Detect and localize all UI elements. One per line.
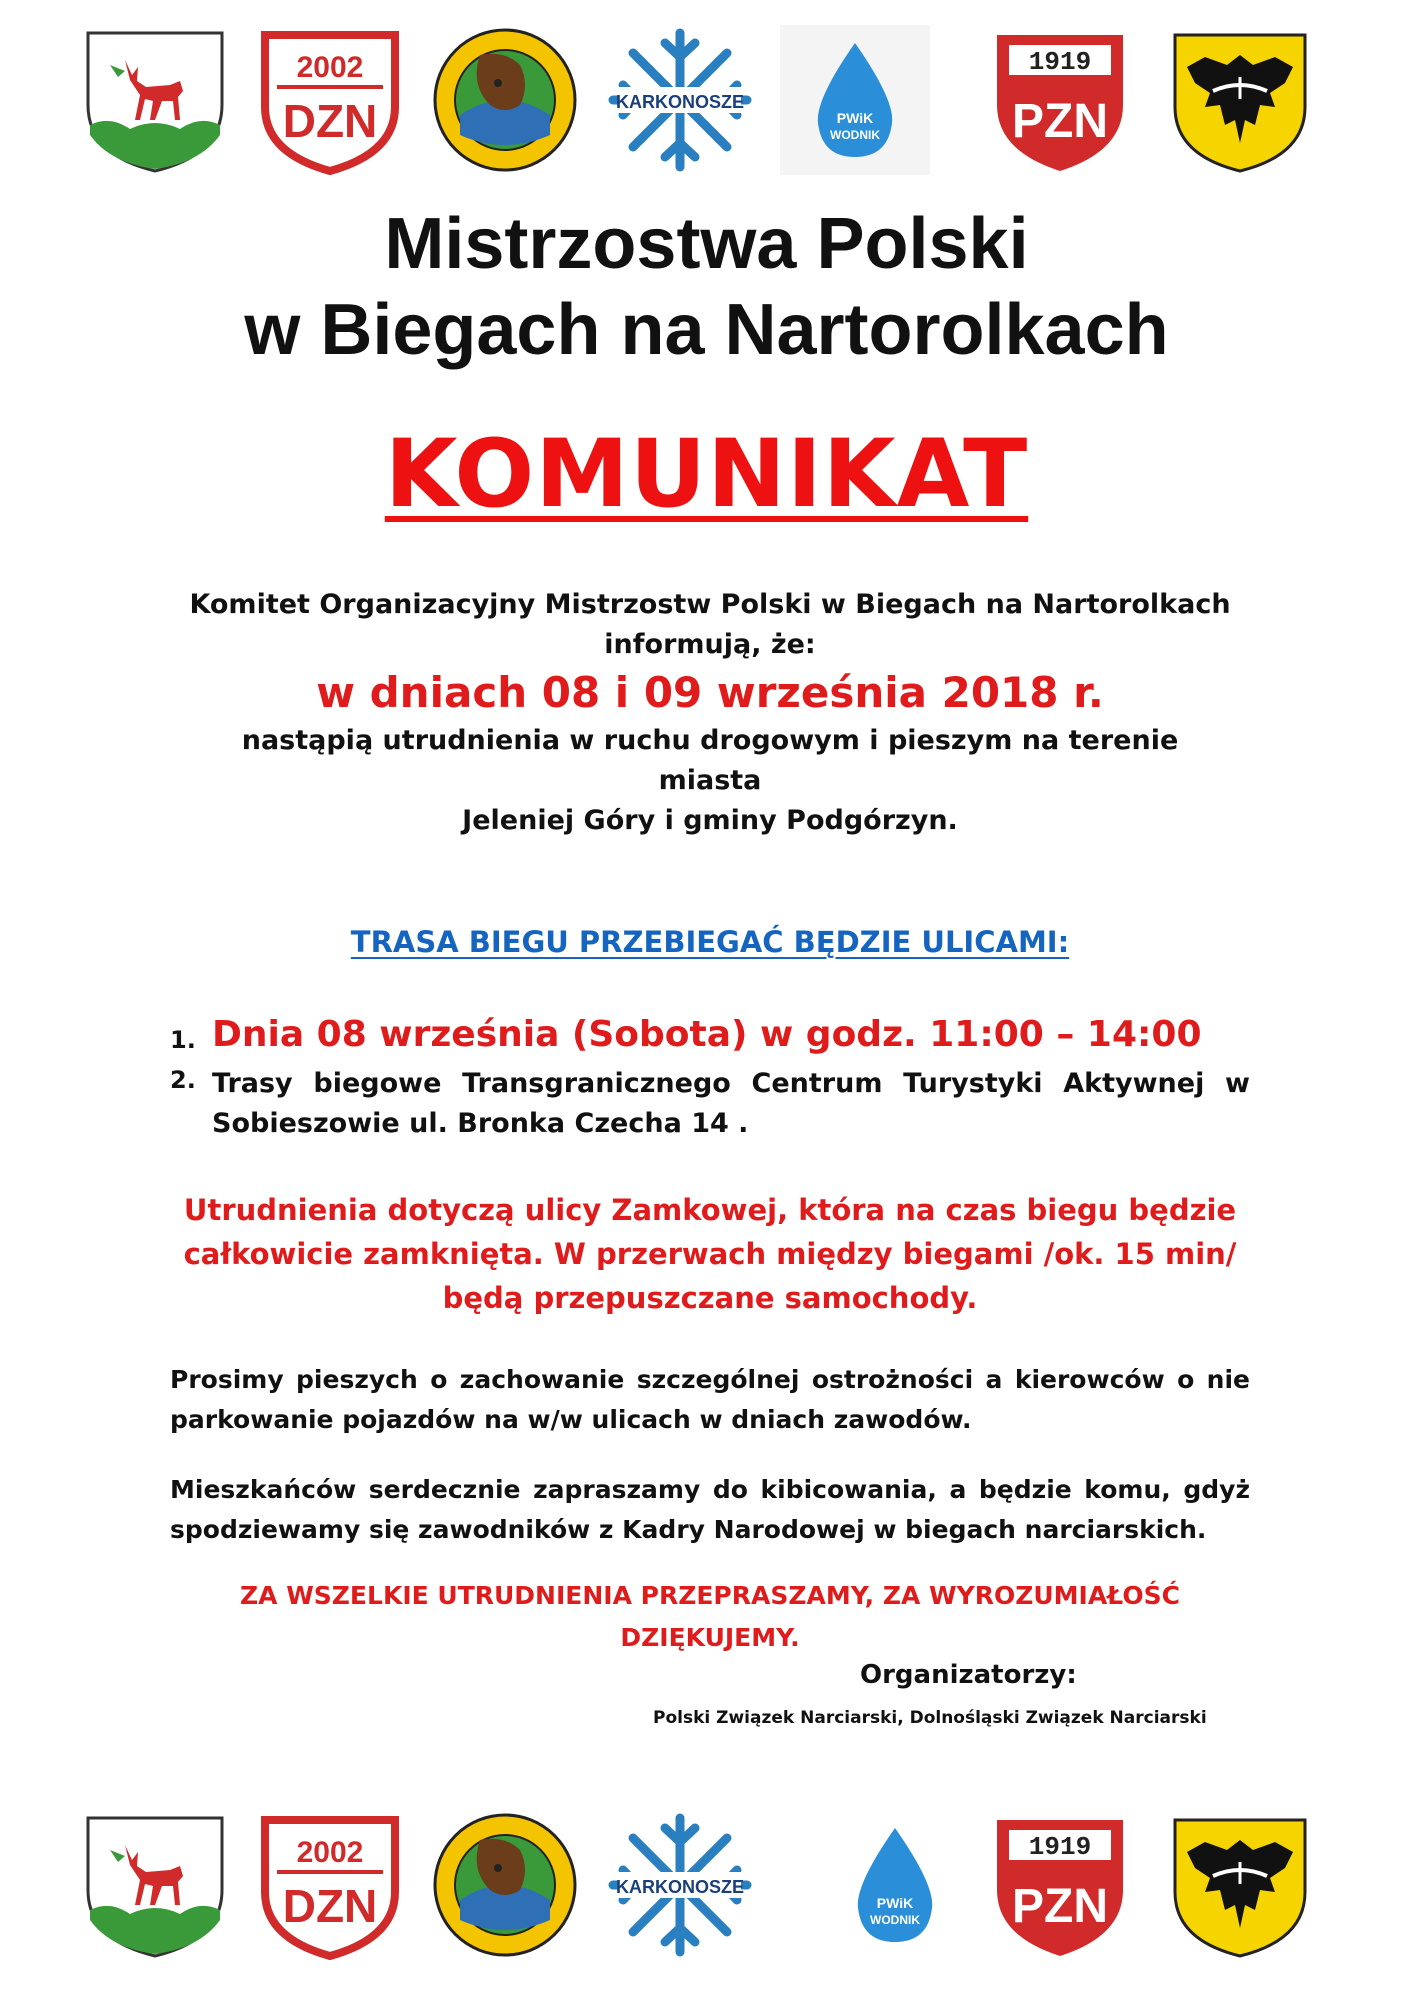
closure-notice-line-2: całkowicie zamknięta. W przerwach między biegami /ok. 15 min/ [183, 1237, 1237, 1271]
komunikat-heading [0, 420, 1413, 530]
intro-line-3: nastąpią utrudnienia w ruchu drogowym i pieszym na terenie [241, 725, 1179, 756]
closure-notice [170, 1188, 1250, 1320]
dzn-logo-icon [255, 25, 405, 175]
event-dates: w dniach 08 i 09 września 2018 r. [316, 668, 1104, 717]
dzn-logo-icon [255, 1810, 405, 1960]
route-heading: TRASA BIEGU PRZEBIEGAĆ BĘDZIE ULICAMI: [350, 925, 1070, 959]
bottom-logo-row [0, 1810, 1413, 1960]
karkonosze-text: KARKONOSZE [615, 1877, 745, 1897]
route-heading-wrap [170, 922, 1250, 962]
pedestrian-paragraph: Prosimy pieszych o zachowanie szczególnej ostrożności a kierowców o nie parkowanie pojazdów na w/w ulicach w dniach zawodów. [170, 1365, 1250, 1434]
route-item-1 [170, 1010, 1250, 1066]
gmina-podgorzyn-logo-icon [430, 25, 580, 175]
apology-line-2: DZIĘKUJEMY. [620, 1623, 800, 1652]
organizers-names: Polski Związek Narciarski, Dolnośląski Związek Narciarski [653, 1708, 1207, 1728]
apology-block [170, 1575, 1250, 1659]
route-item-1-text: Dnia 08 września (Sobota) w godz. 11:00 – 14:00 [212, 1014, 1202, 1055]
pzn-logo-icon [985, 1810, 1135, 1960]
jelenia-gora-coat-of-arms-icon [80, 25, 230, 175]
pzn-year-text: 1919 [1028, 1832, 1092, 1862]
pwik-text: PWiK [836, 110, 874, 126]
intro-line-4: miasta [658, 765, 762, 796]
intro-line-5: Jeleniej Góry i gminy Podgórzyn. [462, 805, 958, 836]
silesia-eagle-coat-of-arms-icon [1165, 1810, 1315, 1960]
pwik-wodnik-logo-icon [780, 25, 930, 175]
pzn-logo-icon [985, 25, 1135, 175]
page-title-line-1: Mistrzostwa Polski [384, 204, 1029, 284]
organizers-label: Organizatorzy: [860, 1660, 1077, 1690]
pwik-text: PWiK [876, 1895, 914, 1911]
karkonosze-logo-icon [605, 1810, 755, 1960]
karkonosze-text: KARKONOSZE [615, 92, 745, 112]
komunikat-text: KOMUNIKAT [384, 420, 1029, 529]
silesia-eagle-coat-of-arms-icon [1165, 25, 1315, 175]
route-item-2-number: 2. [170, 1066, 196, 1094]
route-item-2 [170, 1064, 1250, 1154]
page-title-line-2: w Biegach na Nartorolkach [244, 290, 1169, 370]
invitation-paragraph: Mieszkańców serdecznie zapraszamy do kibicowania, a będzie komu, gdyż spodziewamy się zawodników z Kadry Narodowej w biegach narciarskich. [170, 1475, 1250, 1544]
route-item-2-text: Trasy biegowe Transgranicznego Centrum Turystyki Aktywnej w Sobieszowie ul. Bronka Czecha 14 . [212, 1068, 1250, 1139]
route-item-1-number: 1. [170, 1026, 196, 1054]
dzn-text: DZN [282, 95, 378, 147]
jelenia-gora-coat-of-arms-icon [80, 1810, 230, 1960]
top-logo-row [0, 25, 1413, 175]
wodnik-text: WODNIK [870, 1913, 920, 1927]
closure-notice-line-1: Utrudnienia dotyczą ulicy Zamkowej, która na czas biegu będzie [183, 1193, 1237, 1227]
pzn-year-text: 1919 [1028, 47, 1092, 77]
closure-notice-line-3: będą przepuszczane samochody. [442, 1281, 978, 1315]
karkonosze-logo-icon [605, 25, 755, 175]
apology-line-1: ZA WSZELKIE UTRUDNIENIA PRZEPRASZAMY, ZA WYROZUMIAŁOŚĆ [240, 1581, 1180, 1610]
dzn-year-text: 2002 [296, 1836, 364, 1869]
intro-block [170, 585, 1250, 841]
gmina-podgorzyn-logo-icon [430, 1810, 580, 1960]
intro-line-1: Komitet Organizacyjny Mistrzostw Polski w Biegach na Nartorolkach [189, 589, 1231, 620]
pzn-text: PZN [1012, 95, 1108, 148]
dzn-year-text: 2002 [296, 51, 364, 84]
intro-line-2: informują, że: [604, 629, 816, 660]
wodnik-text: WODNIK [830, 128, 880, 142]
pwik-wodnik-logo-icon [820, 1810, 970, 1960]
dzn-text: DZN [282, 1880, 378, 1932]
pzn-text: PZN [1012, 1880, 1108, 1933]
